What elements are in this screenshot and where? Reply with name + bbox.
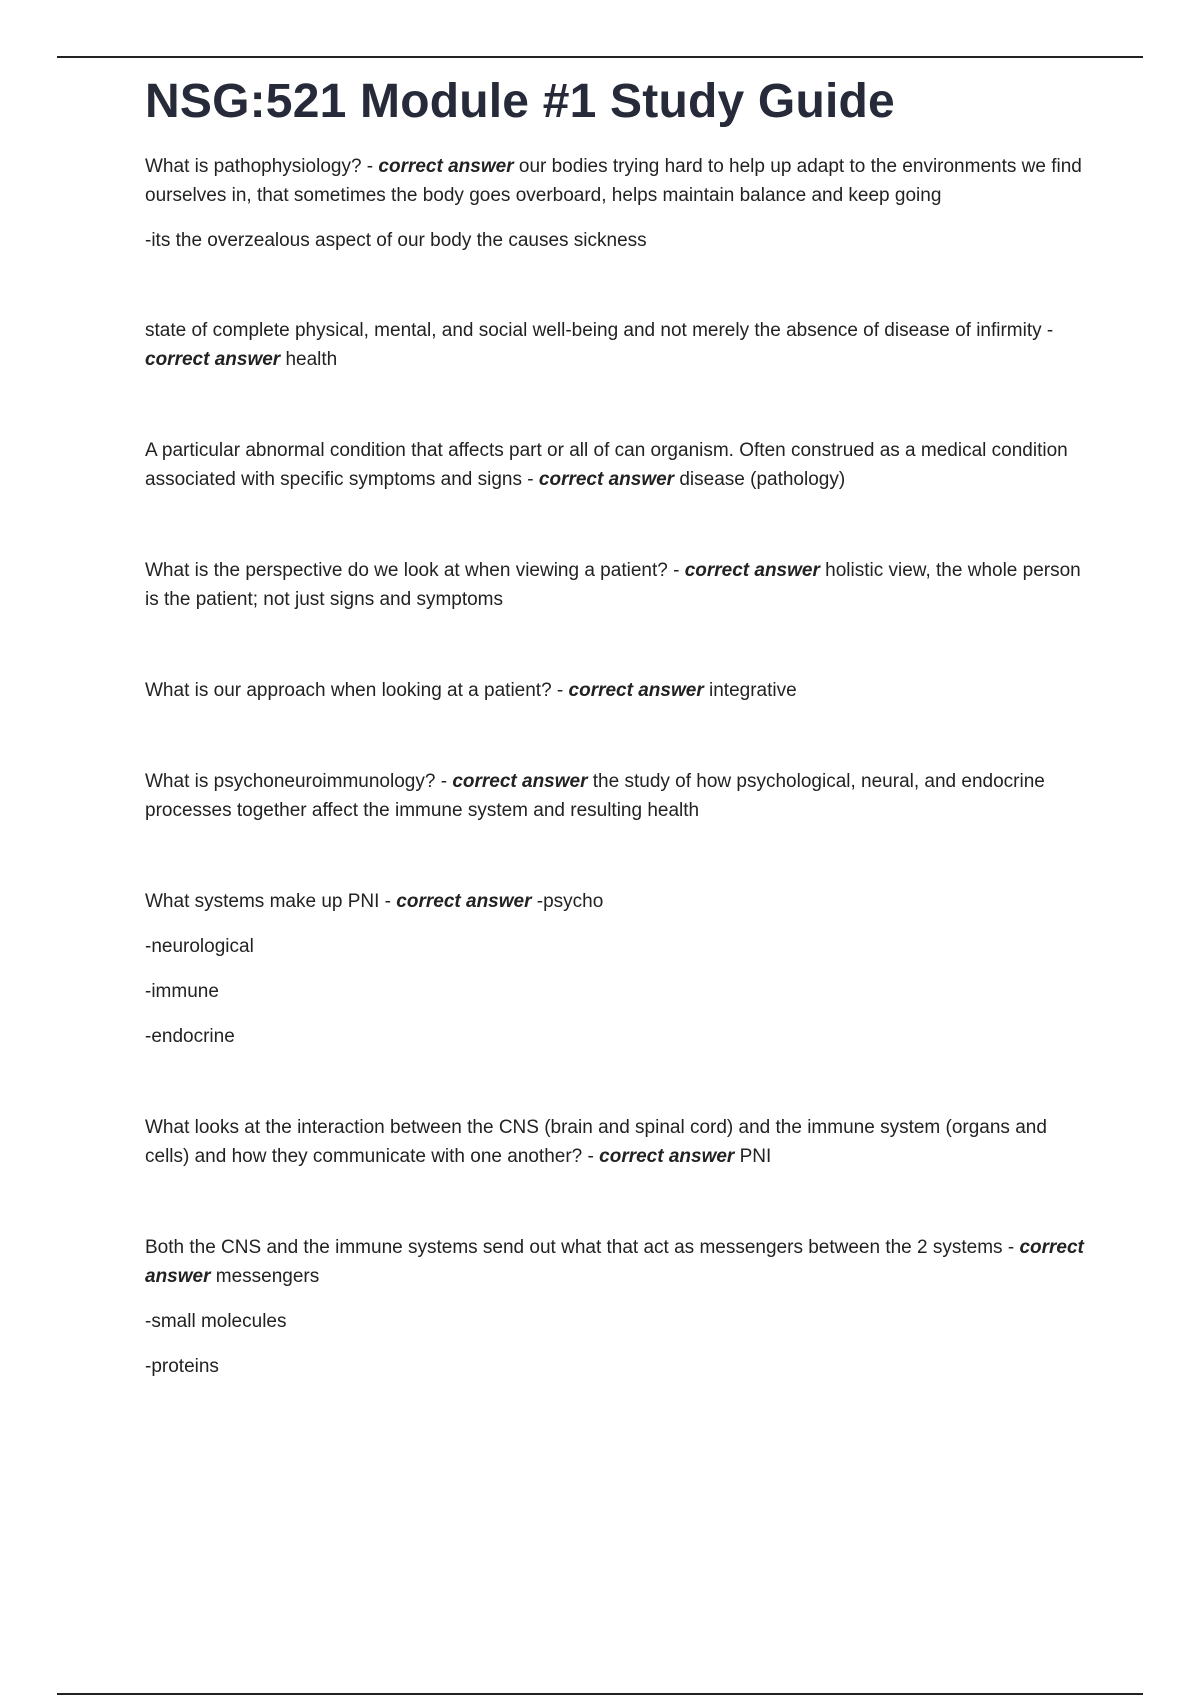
correct-answer-marker: correct answer bbox=[145, 349, 281, 370]
answer-text: health bbox=[280, 349, 338, 370]
qa-entry-8 bbox=[145, 1113, 1095, 1171]
qa-text bbox=[145, 556, 1095, 614]
qa-text bbox=[145, 1113, 1095, 1171]
correct-answer-marker: correct answer bbox=[452, 771, 588, 792]
qa-text bbox=[145, 767, 1095, 825]
answer-text: holistic view, the whole person is the patient; not just signs and symptoms bbox=[145, 560, 1081, 610]
question-text: What is the perspective do we look at when viewing a patient? - bbox=[145, 560, 685, 581]
answer-list-item: -endocrine bbox=[145, 1026, 235, 1047]
question-text: What is pathophysiology? - bbox=[145, 156, 379, 177]
qa-entry-9 bbox=[145, 1233, 1095, 1381]
qa-entry-6 bbox=[145, 767, 1095, 825]
correct-answer-marker: correct answer bbox=[538, 469, 675, 490]
question-text: Both the CNS and the immune systems send out what that act as messengers between the 2 systems - bbox=[145, 1237, 1020, 1258]
qa-entry-7 bbox=[145, 887, 1095, 1051]
correct-answer-marker: correct answer bbox=[684, 560, 820, 581]
answer-list-item: -proteins bbox=[145, 1356, 219, 1377]
question-text: A particular abnormal condition that affects part or all of can organism. Often construed as a medical condition associated with specific symptoms and signs - bbox=[145, 440, 1068, 490]
answer-text: our bodies trying hard to help up adapt to the environments we find ourselves in, that sometimes the body goes overboard, helps maintain balance and keep going bbox=[145, 156, 1082, 206]
answer-continuation: -its the overzealous aspect of our body the causes sickness bbox=[145, 230, 647, 251]
answer-text: -psycho bbox=[531, 891, 604, 912]
answer-text: disease (pathology) bbox=[674, 469, 846, 490]
answer-text: PNI bbox=[734, 1146, 772, 1167]
answer-list-item: -small molecules bbox=[145, 1311, 287, 1332]
correct-answer-marker: correct answer bbox=[396, 891, 532, 912]
question-text: What looks at the interaction between the CNS (brain and spinal cord) and the immune system (organs and cells) and how they communicate with one another? - bbox=[145, 1117, 1047, 1167]
qa-entry-5 bbox=[145, 676, 1095, 705]
page-title: NSG:521 Module #1 Study Guide bbox=[145, 75, 895, 128]
question-text: What systems make up PNI - bbox=[145, 891, 397, 912]
top-rule bbox=[57, 56, 1143, 58]
qa-text bbox=[145, 676, 1095, 705]
qa-text bbox=[145, 887, 1095, 916]
answer-text: messengers bbox=[210, 1266, 320, 1287]
qa-text bbox=[145, 316, 1095, 374]
bottom-rule bbox=[57, 1693, 1143, 1695]
correct-answer-marker: correct answer bbox=[145, 1237, 1084, 1287]
qa-text bbox=[145, 152, 1095, 210]
correct-answer-marker: correct answer bbox=[599, 1146, 735, 1167]
question-text: What is our approach when looking at a patient? - bbox=[145, 680, 569, 701]
qa-entry-1 bbox=[145, 152, 1095, 255]
answer-list-item: -neurological bbox=[145, 936, 254, 957]
answer-list-item: -immune bbox=[145, 981, 219, 1002]
qa-text bbox=[145, 1233, 1095, 1291]
qa-entry-2 bbox=[145, 316, 1095, 374]
qa-entry-4 bbox=[145, 556, 1095, 614]
document-body bbox=[145, 72, 1095, 1443]
correct-answer-marker: correct answer bbox=[378, 156, 514, 177]
qa-entry-3 bbox=[145, 436, 1095, 494]
question-text: state of complete physical, mental, and social well-being and not merely the absence of disease of infirmity - bbox=[145, 320, 1054, 341]
qa-text bbox=[145, 436, 1095, 494]
answer-text: the study of how psychological, neural, and endocrine processes together affect the immune system and resulting health bbox=[145, 771, 1045, 821]
question-text: What is psychoneuroimmunology? - bbox=[145, 771, 453, 792]
answer-text: integrative bbox=[703, 680, 797, 701]
correct-answer-marker: correct answer bbox=[568, 680, 704, 701]
